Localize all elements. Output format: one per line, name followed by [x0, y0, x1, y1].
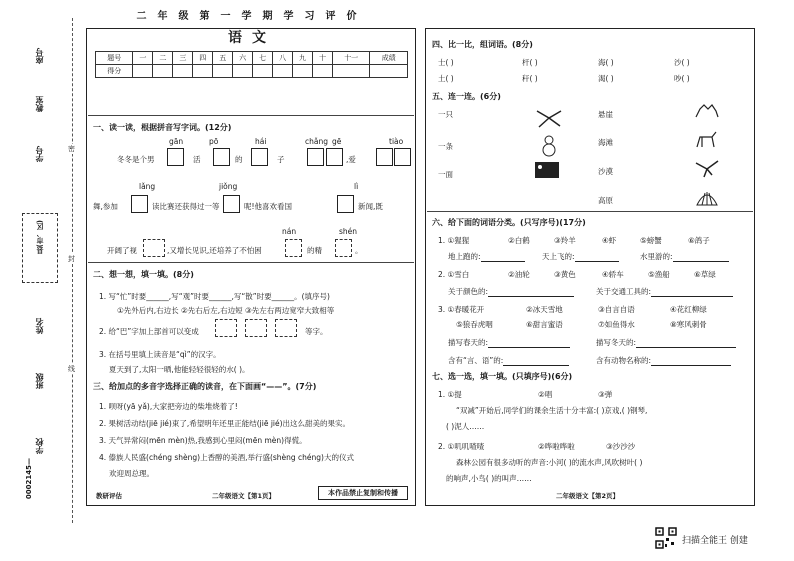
answer-blank[interactable] [488, 339, 570, 348]
q6-option: ④虾 [602, 236, 617, 245]
q3-item: 3. 天气异常闷(mēn mèn)热,我感到心里闷(mēn mèn)得慌。 [99, 436, 307, 445]
q6-category-label: 水里游的: [640, 252, 673, 261]
q6-category [448, 337, 570, 348]
q1-text: 的 [235, 155, 243, 164]
section-divider [88, 262, 414, 263]
student-no-label: 学号 [35, 146, 44, 162]
q6-option: ②白鹤 [508, 236, 530, 245]
answer-box[interactable] [326, 148, 343, 166]
pinyin: hái [255, 137, 267, 146]
score-header-cell: 十一 [332, 52, 369, 65]
q4-cell: 土( ) [438, 74, 454, 83]
q6-category-label: 描写冬天的: [596, 338, 637, 347]
q1-text: ,又增长见识,还培养了不怕困 [167, 246, 262, 255]
score-cell[interactable] [213, 65, 233, 78]
q6-option: ④花红柳绿 [670, 305, 707, 314]
q4-title: 四、比一比，组词语。(8分) [432, 40, 533, 49]
q6-option: ②油轮 [508, 270, 530, 279]
school-label: 学校 [35, 438, 44, 454]
q6-option: ④轿车 [602, 270, 624, 279]
seal-word: 密 [68, 145, 75, 153]
answer-box[interactable] [376, 148, 393, 166]
q6-category [596, 355, 731, 366]
answer-box[interactable] [335, 239, 352, 257]
answer-box[interactable] [215, 319, 237, 337]
answer-box[interactable] [143, 239, 165, 257]
q7-sentence: 的响声,小鸟( )的叫声…… [446, 474, 532, 483]
page-number-left: 二年级语文【第1页】 [212, 492, 276, 500]
q6-option: 1. ①猩猩 [438, 236, 470, 245]
score-row-label: 得分 [96, 65, 133, 78]
q6-category-label: 描写春天的: [448, 338, 489, 347]
q1-text: 。 [355, 246, 363, 255]
pinyin: shén [339, 227, 358, 236]
place-word: 悬崖 [598, 110, 613, 119]
q7-option: ②唱 [538, 390, 553, 399]
q2-item: 2. 给“巴”字加上部首可以变成 [99, 327, 199, 336]
q6-option: ②冰天雪地 [526, 305, 563, 314]
scanner-watermark: 扫描全能王 创建 [682, 536, 748, 546]
q6-option: ⑥草绿 [694, 270, 716, 279]
pinyin: lǎng [139, 182, 156, 191]
q6-option: ⑦如鱼得水 [598, 320, 635, 329]
score-cell[interactable] [233, 65, 253, 78]
q6-option: 3. ①春暖花开 [438, 305, 485, 314]
q6-option: ⑧寒风刺骨 [670, 320, 707, 329]
score-cell[interactable] [173, 65, 193, 78]
brand-mark: 教研评估 [96, 492, 122, 500]
q7-sentence: “双减”开始后,同学们的课余生活十分丰富:( )京戏,( )钢琴, [456, 406, 648, 415]
answer-box[interactable] [337, 195, 354, 213]
answer-blank[interactable] [575, 253, 619, 262]
score-cell[interactable] [153, 65, 173, 78]
score-cell[interactable] [273, 65, 293, 78]
answer-blank[interactable] [481, 253, 525, 262]
serial-number: 0002145— [25, 458, 33, 500]
q1-text: 读比赛还获得过一等 [152, 202, 220, 211]
q3-item: 4. 傣族人民盛(chéng shèng)上香醇的美酒,举行盛(shèng chéng)大的仪式 [99, 453, 354, 462]
qr-code-icon [655, 527, 677, 549]
q3-title: 三、给加点的多音字选择正确的读音，在下面画“——”。(7分) [93, 382, 317, 391]
subject-title: 语文 [228, 30, 276, 46]
q6-category [542, 251, 619, 262]
answer-blank[interactable] [488, 288, 574, 297]
q1-text: 活 [193, 155, 201, 164]
q6-option: ③黄色 [554, 270, 576, 279]
q6-category-label: 地上跑的: [448, 252, 481, 261]
page-left [86, 11, 416, 506]
pinyin: lì [354, 182, 359, 191]
q6-category [448, 251, 525, 262]
score-header-cell: 五 [213, 52, 233, 65]
q2-title: 二、想一想，填一填。(8分) [93, 270, 194, 279]
pinyin: pō [209, 137, 219, 146]
q6-option: ⑤螃蟹 [640, 236, 662, 245]
q6-category-label: 关于颜色的: [448, 287, 489, 296]
score-cell[interactable] [253, 65, 273, 78]
q1-title: 一、读一读，根据拼音写字词。(12分) [93, 123, 232, 132]
q1-text: 呢!他喜欢看国 [244, 202, 293, 211]
measure-word: 一面 [438, 170, 453, 179]
pinyin: nán [282, 227, 297, 236]
q4-cell: 吵( ) [674, 74, 690, 83]
q6-option: ⑥甜言蜜语 [526, 320, 563, 329]
q6-option: ③羚羊 [554, 236, 576, 245]
binding-strip [20, 18, 80, 523]
q7-option: ②哗啦哗啦 [538, 442, 575, 451]
region-label: 县(市、区) [36, 220, 44, 255]
class-label: 班级 [35, 373, 44, 389]
q6-option: ⑥鸽子 [688, 236, 710, 245]
q1-text: 冬冬是个男 [117, 155, 155, 164]
q1-text: 子 [277, 155, 285, 164]
camel-icon [694, 101, 720, 121]
seal-word: 线 [68, 365, 75, 373]
goat-icon [694, 129, 720, 149]
q4-cell: 沙( ) [674, 58, 690, 67]
score-cell[interactable] [193, 65, 213, 78]
section-divider [427, 211, 753, 212]
q2-item: 1. 写“忙”时要______,写“观”时要______,写“散”时要______。(填序号) [99, 292, 330, 301]
shell-icon [694, 187, 720, 209]
q6-category [596, 337, 736, 348]
q5-title: 五、连一连。(6分) [432, 92, 501, 101]
q1-text: 开阔了视 [107, 246, 137, 255]
score-cell[interactable] [313, 65, 333, 78]
q1-text: ,爱 [346, 155, 356, 164]
score-header-cell: 二 [153, 52, 173, 65]
score-row [96, 65, 408, 78]
bow-icon [534, 107, 564, 129]
q7-option: ③沙沙沙 [606, 442, 636, 451]
score-header-cell: 九 [293, 52, 313, 65]
flag-icon [534, 161, 560, 179]
q3-item: 1. 呗呀(yā yǎ),大家把旁边的柴堆烧着了! [99, 402, 238, 411]
score-cell[interactable] [332, 65, 369, 78]
seat-label: 座号 [35, 48, 44, 64]
seal-line [72, 18, 73, 523]
gourd-icon [538, 133, 560, 157]
answer-blank[interactable] [636, 339, 736, 348]
q4-cell: 渴( ) [598, 74, 614, 83]
q1-text: 新闻,既 [358, 202, 383, 211]
score-header-cell: 一 [133, 52, 153, 65]
answer-box[interactable] [245, 319, 267, 337]
place-word: 海滩 [598, 138, 613, 147]
answer-box[interactable] [131, 195, 148, 213]
measure-word: 一只 [438, 110, 453, 119]
q6-category-label: 关于交通工具的: [596, 287, 652, 296]
place-word: 高原 [598, 196, 613, 205]
q6-category [596, 286, 733, 297]
answer-box[interactable] [394, 148, 411, 166]
page-right [425, 28, 755, 506]
score-header-cell: 三 [173, 52, 193, 65]
q4-cell: 秆( ) [522, 74, 538, 83]
answer-blank[interactable] [503, 357, 569, 366]
q7-option: 2. ①叽叽喳喳 [438, 442, 485, 451]
copyright-stamp: 本作品禁止复制和传播 [318, 486, 408, 500]
q1-text: 舞,参加 [93, 202, 118, 211]
q6-category-label: 天上飞的: [542, 252, 575, 261]
exam-title: 二年级第一学期学习评价 [136, 11, 368, 22]
answer-box[interactable] [285, 239, 302, 257]
q2-item: 3. 在括号里填上读音是“qì”的汉字。 [99, 350, 221, 359]
score-header-cell: 十 [313, 52, 333, 65]
answer-box[interactable] [167, 148, 184, 166]
score-header-cell: 八 [273, 52, 293, 65]
region-box[interactable] [22, 213, 58, 283]
q6-category-label: 含有动物名称的: [596, 356, 652, 365]
q1-text: 的精 [307, 246, 322, 255]
q6-category [448, 286, 574, 297]
q3-item: 2. 果树活动结(jiē jié)束了,希望明年还里正能结(jiē jié)出这么甜美的果实。 [99, 419, 351, 428]
score-header-cell: 四 [193, 52, 213, 65]
section-divider [88, 115, 414, 116]
q6-option: ⑤渔船 [648, 270, 670, 279]
answer-blank[interactable] [651, 357, 731, 366]
score-cell[interactable] [370, 65, 408, 78]
page-number-right: 二年级语文【第2页】 [556, 492, 620, 500]
q4-cell: 杆( ) [522, 58, 538, 67]
answer-blank[interactable] [673, 253, 729, 262]
q2-item: 夏天到了,太阳一晒,他能轻轻很轻的水( )。 [109, 365, 250, 374]
q7-option: ③弹 [598, 390, 613, 399]
q6-option: ③自言自语 [598, 305, 635, 314]
place-word: 沙漠 [598, 167, 613, 176]
pinyin: gān [169, 137, 184, 146]
q6-title: 六、给下面的词语分类。(只写序号)(17分) [432, 218, 586, 227]
score-header-cell: 七 [253, 52, 273, 65]
q2-item: 等字。 [305, 327, 328, 336]
score-header-cell: 题号 [96, 52, 133, 65]
q7-option: 1. ①提 [438, 390, 462, 399]
answer-box[interactable] [251, 148, 268, 166]
classroom-label: 教室 [35, 96, 44, 112]
q6-category-label: 含有“言、语”的: [448, 356, 504, 365]
score-header-row [96, 52, 408, 65]
q7-title: 七、选一选，填一填。(只填序号)(6分) [432, 372, 573, 381]
q4-cell: 士( ) [438, 58, 454, 67]
q6-option: ⑤狼吞虎咽 [456, 320, 493, 329]
answer-blank[interactable] [651, 288, 733, 297]
pinyin: chǎng [305, 137, 328, 146]
q7-sentence: 森林公园有很多动听的声音:小河( )的流水声,风吹树叶( ) [456, 458, 643, 467]
q6-category [640, 251, 729, 262]
score-header-cell: 六 [233, 52, 253, 65]
score-cell[interactable] [293, 65, 313, 78]
q3-item: 欢迎周总理。 [109, 469, 154, 478]
eagle-icon [694, 157, 720, 179]
name-label: 姓名 [35, 318, 44, 334]
answer-box[interactable] [275, 319, 297, 337]
measure-word: 一条 [438, 142, 453, 151]
q6-category [448, 355, 569, 366]
pinyin: tiào [389, 137, 404, 146]
score-table [95, 51, 408, 78]
seal-word: 封 [68, 255, 75, 263]
q6-option: 2. ①雪白 [438, 270, 470, 279]
pinyin: gē [332, 137, 342, 146]
score-cell[interactable] [133, 65, 153, 78]
q7-sentence: ( )泥人…… [446, 422, 485, 431]
answer-box[interactable] [223, 195, 240, 213]
q4-cell: 海( ) [598, 58, 614, 67]
pinyin: jiǒng [219, 182, 238, 191]
answer-box[interactable] [213, 148, 230, 166]
answer-box[interactable] [307, 148, 324, 166]
score-header-cell: 成绩 [370, 52, 408, 65]
q2-options: ①先外后内,右边长 ②先右后左,右边短 ③先左右两边宽窄大致相等 [117, 306, 335, 315]
